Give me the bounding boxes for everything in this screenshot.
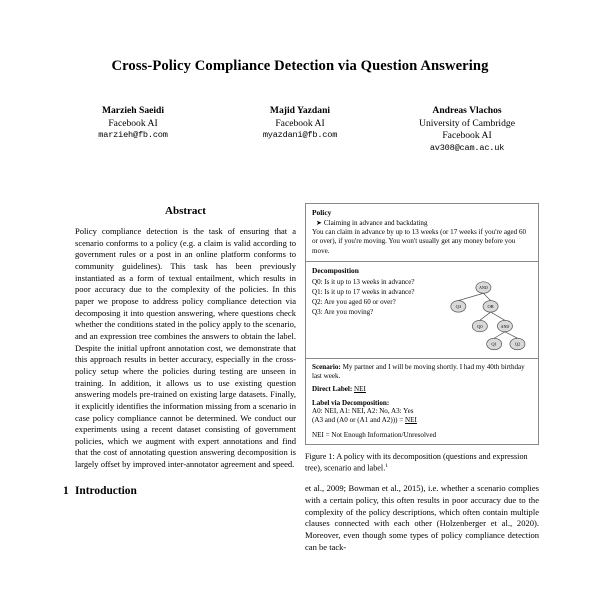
figure-caption-footnote: 1 <box>385 462 389 469</box>
author-name: Marzieh Saeidi <box>101 105 165 116</box>
expression-formula: (A3 and (A0 or (A1 and A2))) = <box>312 415 406 424</box>
direct-label-line: Direct Label: NEI <box>312 385 366 394</box>
scenario-label: Scenario <box>312 362 339 371</box>
abstract-text: Policy compliance detection is the task of ensuring that a scenario conforms to a policy (e.g. a claim is valid according to government rules or a post in an online platform conforms to community guidelines). This task has been previously instantiated as a form of textual entailment, which results in poor accuracy due to the complexity of the policies. In this paper we propose to address policy compliance detection via decomposing it into question answering, where questions check whether the conditions stated in the policy apply to the scenario, and an expression tree combines the answers to obtain the label. Despite the initial upfront annotation cost, we demonstrate that this approach results in better accuracy, especially in the cross-policy setup where the policies during testing are unseen in training. In addition, it allows us to use existing question answering models pre-trained on existing large datasets. Finally, it explicitly identifies the information missing from a scenario in case policy compliance cannot be determined. We conduct our experiments using a recent dataset consisting of government policies, which we augment with expert annotations and find that the cost of annotating question answering decomposition is largely offset by improved inter-annotator agreement and speed. <box>75 226 296 470</box>
expression-tree-diagram <box>444 278 530 358</box>
author-email: marzieh@fb.com <box>98 130 168 141</box>
author-email: av308@cam.ac.uk <box>429 142 505 153</box>
author-email: myazdani@fb.com <box>262 130 338 141</box>
section-number: 1 <box>63 484 69 497</box>
svg-text:Q2: Q2 <box>514 341 521 347</box>
question-item: Q0: Is it up to 13 weeks in advance? <box>312 277 415 286</box>
author-name: Andreas Vlachos <box>432 105 502 116</box>
page-title: Cross-Policy Compliance Detection via Question Answering <box>111 58 489 74</box>
section-heading-introduction <box>63 484 296 497</box>
tree-node-or <box>483 300 498 311</box>
policy-panel-title: Policy <box>312 208 332 217</box>
decomposition-panel-title: Decomposition <box>312 265 359 275</box>
abstract-heading: Abstract <box>165 205 206 217</box>
section-title: Introduction <box>75 484 137 497</box>
policy-bullet-text: Claiming in advance and backdating <box>323 219 428 227</box>
svg-text:AND: AND <box>500 323 510 329</box>
author-affiliation-secondary: Facebook AI <box>442 130 492 142</box>
question-item: Q3: Are you moving? <box>312 308 374 317</box>
scenario-text: My partner and I will be moving shortly. I had my 40th birthday last week. <box>312 362 525 381</box>
author-entry-3 <box>384 105 550 154</box>
author-affiliation: University of Cambridge <box>419 117 515 129</box>
tree-node-and <box>497 320 512 331</box>
author-affiliation: Facebook AI <box>275 117 325 129</box>
svg-text:OR: OR <box>487 303 494 309</box>
figure-1-box <box>305 203 539 445</box>
label-via-decomposition-heading: Label via Decomposition: <box>312 398 390 407</box>
right-column <box>305 203 541 553</box>
answers-line: A0: NEI, A1: NEI, A2: No, A3: Yes <box>312 406 414 415</box>
policy-body-text: You can claim in advance by up to 13 weeks (or 17 weeks if you're aged 60 or over), if you're moving. You won't usually get any money before you move. <box>312 228 527 255</box>
decomposition-content <box>312 277 532 353</box>
author-block <box>50 105 550 154</box>
tree-node-q2 <box>510 338 525 349</box>
tree-node-and <box>476 282 491 293</box>
svg-text:AND: AND <box>479 285 488 291</box>
tree-node-q3 <box>451 300 466 311</box>
author-name: Majid Yazdani <box>269 105 331 116</box>
arrow-bullet-icon: ➤ <box>316 219 322 227</box>
svg-text:Q1: Q1 <box>491 341 497 347</box>
left-column <box>63 205 296 497</box>
question-list <box>312 277 452 317</box>
nei-definition: NEI = Not Enough Information/Unresolved <box>312 431 437 440</box>
decomposition-panel <box>306 262 538 359</box>
figure-caption <box>305 452 539 474</box>
scenario-line: Scenario: My partner and I will be moving shortly. I had my 40th birthday last week. <box>312 362 525 381</box>
author-entry-1 <box>50 105 216 154</box>
question-item: Q1: Is it up to 17 weeks in advance? <box>312 287 415 296</box>
svg-text:Q3: Q3 <box>455 303 462 309</box>
expression-evaluation-line <box>312 416 532 425</box>
svg-text:Q0: Q0 <box>477 323 483 329</box>
direct-label-value: NEI <box>354 385 366 394</box>
tree-node-q0 <box>472 320 487 331</box>
policy-panel <box>306 204 538 262</box>
expression-result: NEI <box>405 415 417 424</box>
policy-bullet-line <box>316 219 532 227</box>
question-item: Q2: Are you aged 60 or over? <box>312 297 396 306</box>
author-affiliation: Facebook AI <box>108 117 158 129</box>
right-column-body-text: et al., 2009; Bowman et al., 2015), i.e. whether a scenario complies with a certain policy, this often results in poor accuracy due to the complexity of the policy descriptions, which often contain multiple clauses connected with each other (Holzenberger et al., 2020). Moreover, even though some types of policy compliance detection can be tack- <box>305 483 539 552</box>
scenario-panel <box>306 359 538 444</box>
author-entry-2 <box>217 105 383 154</box>
tree-node-q1 <box>487 338 502 349</box>
direct-label-label: Direct Label <box>312 385 350 394</box>
figure-caption-prefix: Figure 1: <box>305 452 335 462</box>
figure-caption-text: A policy with its decomposition (questions and expression tree), scenario and label. <box>305 452 528 473</box>
